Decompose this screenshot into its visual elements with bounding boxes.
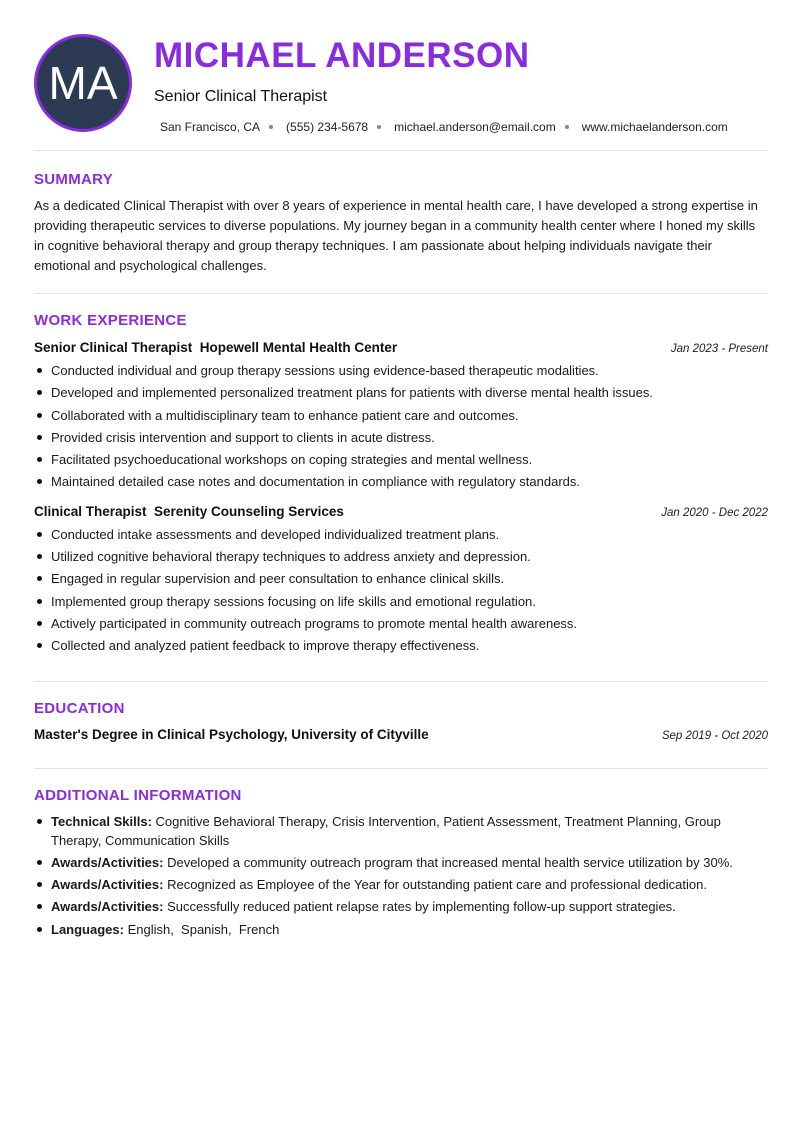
contact-website[interactable]: www.michaelanderson.com [581, 120, 728, 134]
separator-dot-icon [377, 125, 381, 129]
education-dates: Sep 2019 - Oct 2020 [661, 729, 768, 742]
candidate-name: MICHAEL ANDERSON [154, 36, 530, 75]
education-section [34, 682, 768, 742]
list-item: Actively participated in community outreach programs to promote mental health awareness. [34, 614, 768, 636]
list-item [34, 897, 768, 916]
list-item: Implemented group therapy sessions focusing on life skills and emotional regulation. [34, 592, 768, 614]
avatar-initials: MA [48, 57, 118, 109]
additional-list [34, 812, 768, 939]
list-item: Conducted individual and group therapy sessions using evidence-based therapeutic modalities. [34, 361, 768, 383]
experience-heading: WORK EXPERIENCE [34, 312, 187, 329]
job-bullets [34, 361, 768, 495]
job-bullets [34, 525, 768, 659]
additional-section [34, 769, 768, 939]
list-item: Utilized cognitive behavioral therapy techniques to address anxiety and depression. [34, 547, 768, 569]
job-header [34, 504, 768, 519]
summary-text: As a dedicated Clinical Therapist with over 8 years of experience in mental health care, I have developed a strong expertise in providing therapeutic services to diverse populations. My journey began in a community health center where I honed my skills in cognitive behavioral therapy and group therapy techniques. I am passionate about helping individuals navigate their emotional and psychological challenges. [34, 198, 758, 273]
item-label: Awards/Activities: [51, 898, 164, 914]
job-entry [34, 504, 768, 659]
job-dates: Jan 2020 - Dec 2022 [661, 506, 768, 519]
list-item: Developed and implemented personalized treatment plans for patients with diverse mental health issues. [34, 383, 768, 405]
list-item: Collected and analyzed patient feedback to improve therapy effectiveness. [34, 636, 768, 658]
education-entry [34, 727, 768, 742]
education-heading: EDUCATION [34, 699, 125, 717]
job-role: Senior Clinical Therapist Hopewell Mental Health Center [34, 340, 398, 355]
separator-dot-icon [269, 125, 273, 129]
item-label: Technical Skills: [51, 813, 152, 829]
job-role: Clinical Therapist Serenity Counseling Services [34, 503, 344, 519]
job-header [34, 340, 768, 355]
item-label: Awards/Activities: [51, 854, 164, 870]
additional-heading: ADDITIONAL INFORMATION [34, 786, 242, 804]
item-text: Successfully reduced patient relapse rates by implementing follow-up support strategies. [163, 898, 676, 914]
list-item: Engaged in regular supervision and peer consultation to enhance clinical skills. [34, 569, 768, 591]
summary-heading: SUMMARY [34, 171, 114, 188]
resume-header [34, 0, 768, 150]
avatar [34, 34, 132, 132]
candidate-title: Senior Clinical Therapist [154, 88, 328, 105]
list-item: Facilitated psychoeducational workshops on coping strategies and mental wellness. [34, 450, 768, 472]
contact-line [160, 120, 728, 134]
list-item: Provided crisis intervention and support to clients in acute distress. [34, 428, 768, 450]
item-label: Awards/Activities: [51, 876, 164, 892]
contact-location: San Francisco, CA [160, 120, 261, 134]
job-entry [34, 340, 768, 495]
summary-section [34, 151, 768, 276]
list-item [34, 812, 768, 850]
resume-page [34, 0, 768, 942]
item-text: English, Spanish, French [123, 921, 280, 937]
list-item: Maintained detailed case notes and documentation in compliance with regulatory standards. [34, 472, 768, 494]
education-degree: Master's Degree in Clinical Psychology, University of Cityville [34, 726, 429, 742]
item-label: Languages: [51, 921, 124, 937]
list-item: Collaborated with a multidisciplinary team to enhance patient care and outcomes. [34, 406, 768, 428]
job-dates: Jan 2023 - Present [670, 343, 768, 355]
item-text: Recognized as Employee of the Year for outstanding patient care and professional dedication. [163, 876, 707, 892]
list-item [34, 853, 768, 872]
contact-phone: (555) 234-5678 [286, 120, 369, 134]
contact-email[interactable]: michael.anderson@email.com [394, 120, 556, 134]
experience-section [34, 294, 768, 659]
separator-dot-icon [565, 125, 569, 129]
item-text: Developed a community outreach program that increased mental health service utilization by 30%. [163, 854, 733, 870]
item-text: Cognitive Behavioral Therapy, Crisis Intervention, Patient Assessment, Treatment Planning, Group Therapy, Communication Skills [51, 813, 721, 848]
list-item: Conducted intake assessments and developed individualized treatment plans. [34, 525, 768, 547]
list-item [34, 920, 768, 939]
list-item [34, 875, 768, 894]
